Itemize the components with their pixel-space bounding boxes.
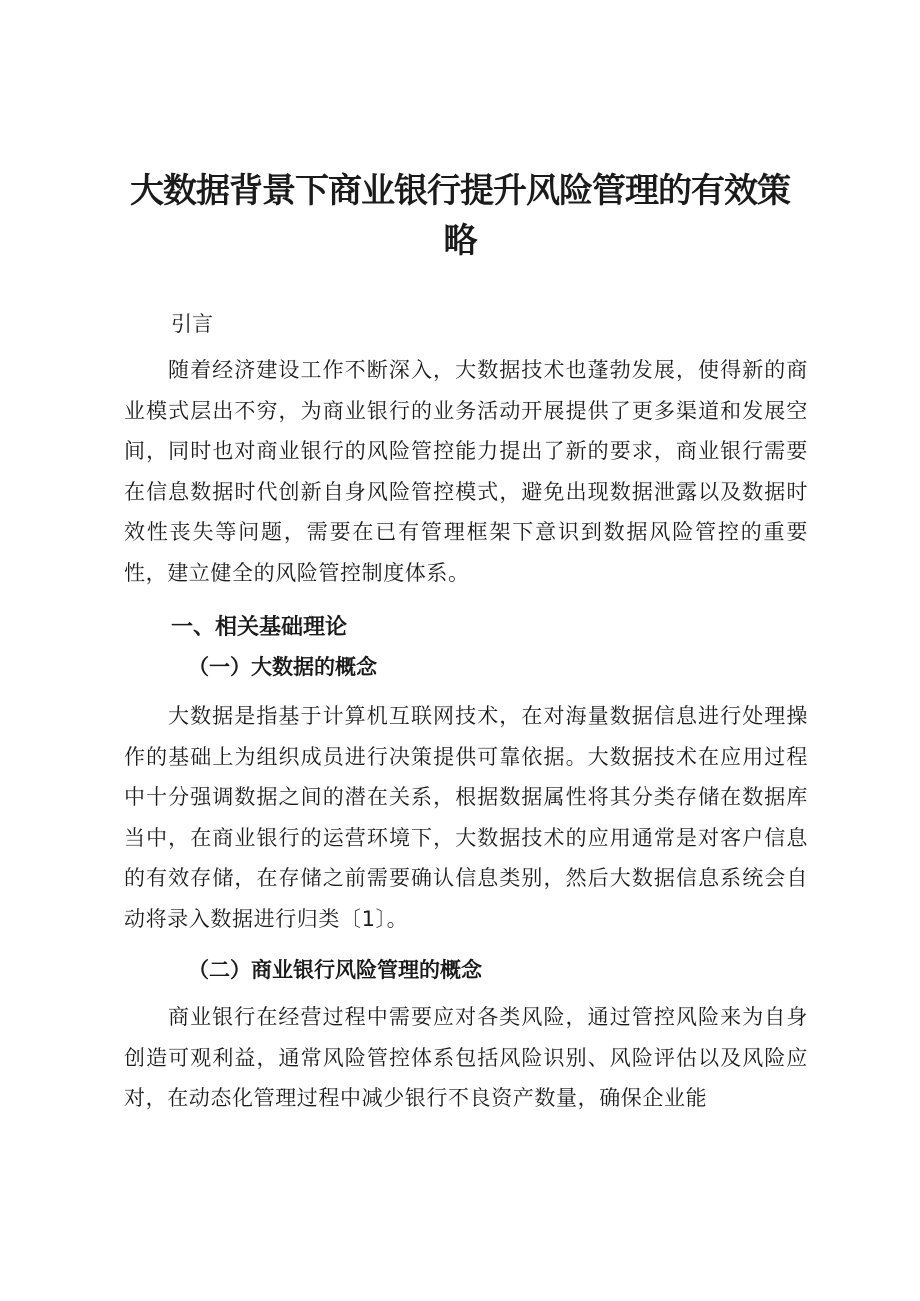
- intro-label: 引言: [171, 312, 213, 336]
- section1-heading: 一、相关基础理论: [171, 615, 348, 640]
- subsection1-paragraph: 大数据是指基于计算机互联网技术，在对海量数据信息进行处理操作的基础上为组织成员进行决策提供可靠依据。大数据技术在应用过程中十分强调数据之间的潜在关系，根据数据属性将其分类存储在数据库当中，在商业银行的运营环境下，大数据技术的应用通常是对客户信息的有效存储，在存储之前需要确认信息类别，然后大数据信息系统会自动将录入数据进行归类〔1〕。: [124, 704, 808, 931]
- subsection2-paragraph: 商业银行在经营过程中需要应对各类风险，通过管控风险来为自身创造可观利益，通常风险管控体系包括风险识别、风险评估以及风险应对，在动态化管理过程中减少银行不良资产数量，确保企业能: [124, 1005, 808, 1110]
- subsection2-heading: （二）商业银行风险管理的概念: [188, 958, 482, 982]
- document-title: 大数据背景下商业银行提升风险管理的有效策略: [130, 171, 790, 261]
- intro-paragraph: 随着经济建设工作不断深入，大数据技术也蓬勃发展，使得新的商业模式层出不穷，为商业银行的业务活动开展提供了更多渠道和发展空间，同时也对商业银行的风险管控能力提出了新的要求，商业银行需要在信息数据时代创新自身风险管控模式，避免出现数据泄露以及数据时效性丧失等问题，需要在已有管理框架下意识到数据风险管控的重要性，建立健全的风险管控制度体系。: [124, 358, 808, 585]
- subsection1-heading: （一）大数据的概念: [188, 655, 377, 679]
